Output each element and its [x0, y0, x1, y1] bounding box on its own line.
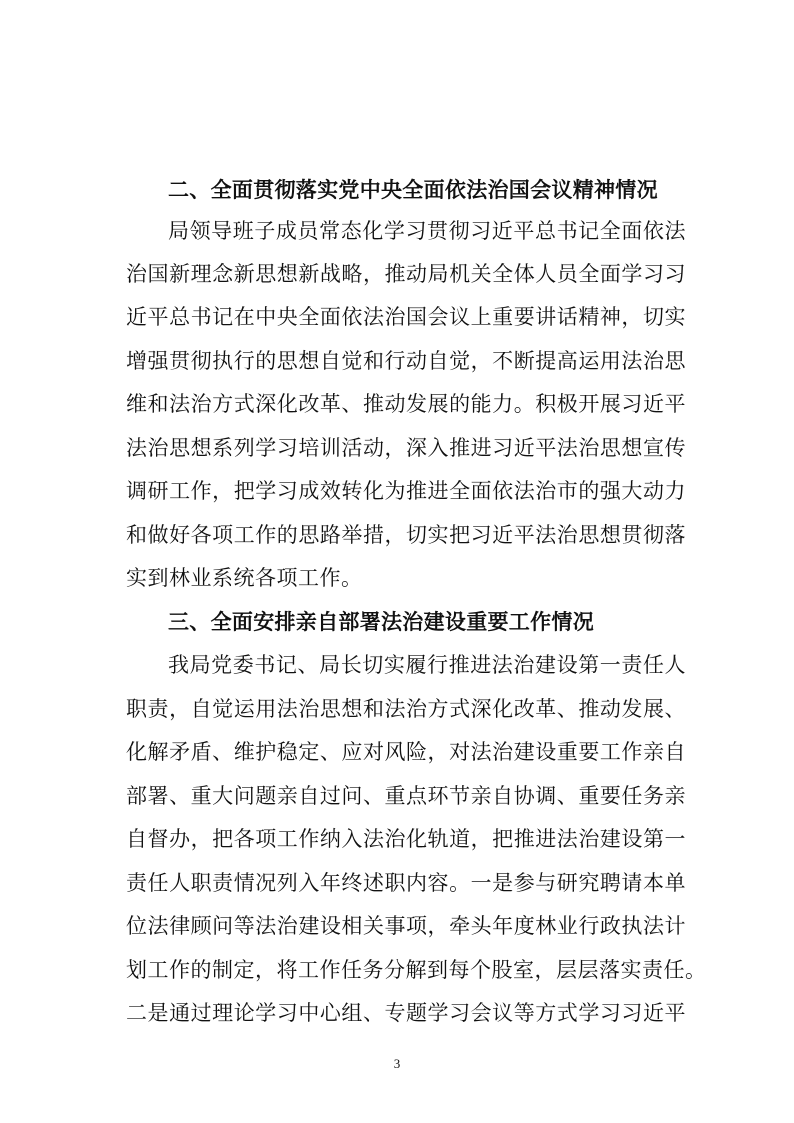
- paragraph-line: 二是通过理论学习中心组、专题学习会议等方式学习习近平: [126, 1001, 686, 1025]
- page-number: 3: [393, 1056, 401, 1071]
- paragraph-line: 法治思想系列学习培训活动，深入推进习近平法治思想宣传: [126, 436, 686, 460]
- paragraph-line: 治国新理念新思想新战略，推动局机关全体人员全面学习习: [126, 262, 686, 286]
- paragraph-line: 实到林业系统各项工作。: [126, 566, 363, 590]
- paragraph-line: 和做好各项工作的思路举措，切实把习近平法治思想贯彻落: [126, 523, 686, 547]
- paragraph-line: 划工作的制定，将工作任务分解到每个股室，层层落实责任。: [126, 958, 707, 982]
- paragraph-line: 化解矛盾、维护稳定、应对风险，对法治建设重要工作亲自: [126, 740, 686, 764]
- paragraph-line: 职责，自觉运用法治思想和法治方式深化改革、推动发展、: [126, 697, 686, 721]
- paragraph-line: 位法律顾问等法治建设相关事项，牵头年度林业行政执法计: [126, 914, 686, 938]
- paragraph-line: 近平总书记在中央全面依法治国会议上重要讲话精神，切实: [126, 305, 686, 329]
- paragraph-line: 我局党委书记、局长切实履行推进法治建设第一责任人: [168, 653, 686, 677]
- paragraph-line: 部署、重大问题亲自过问、重点环节亲自协调、重要任务亲: [126, 784, 686, 808]
- paragraph-line: 维和法治方式深化改革、推动发展的能力。积极开展习近平: [126, 392, 686, 416]
- section-3-heading: 三、全面安排亲自部署法治建设重要工作情况: [168, 610, 594, 634]
- paragraph-line: 调研工作，把学习成效转化为推进全面依法治市的强大动力: [126, 479, 686, 503]
- section-2-heading: 二、全面贯彻落实党中央全面依法治国会议精神情况: [168, 178, 658, 202]
- paragraph-line: 增强贯彻执行的思想自觉和行动自觉，不断提高运用法治思: [126, 349, 686, 373]
- paragraph-line: 自督办，把各项工作纳入法治化轨道，把推进法治建设第一: [126, 827, 686, 851]
- paragraph-line: 局领导班子成员常态化学习贯彻习近平总书记全面依法: [168, 219, 686, 243]
- paragraph-line: 责任人职责情况列入年终述职内容。一是参与研究聘请本单: [126, 871, 686, 895]
